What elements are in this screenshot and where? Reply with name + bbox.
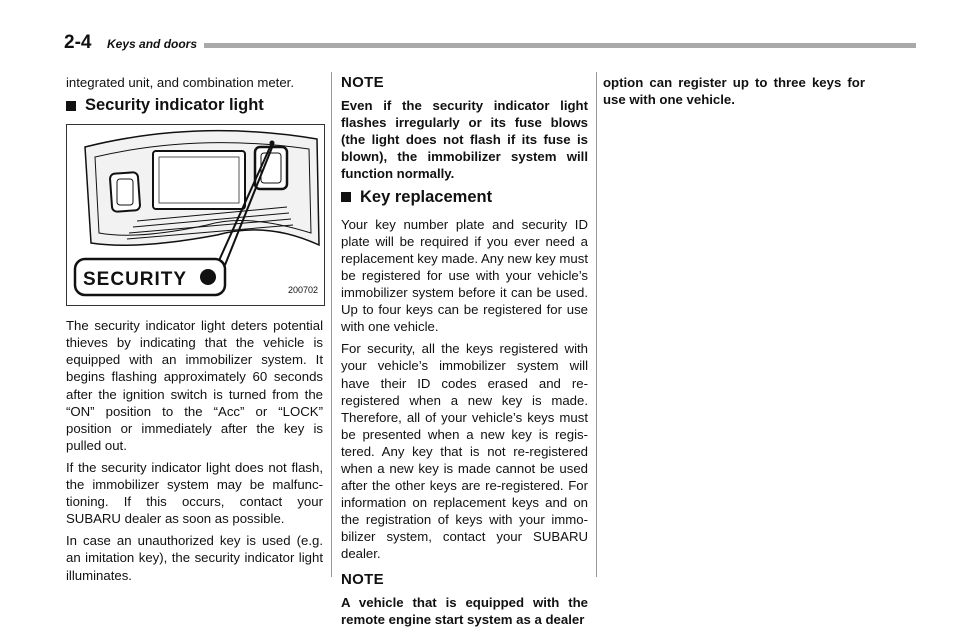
heading-text: Key replacement <box>360 187 493 206</box>
column-3 <box>603 74 865 113</box>
column-divider <box>331 72 332 577</box>
paragraph: Your key number plate and security ID plate will be required if you ever need a replacement key made. Any new key must be registered for use with your vehicle’s immobilizer system before it can be used. Up to four keys can be registered for use with one vehicle. <box>341 216 589 335</box>
column-2 <box>341 74 588 633</box>
section-heading-security <box>66 97 323 114</box>
note-text: Even if the security indicator light flashes irregularly or its fuse blows (the light does not flash if its fuse is blown), the immobilizer system will function normally. <box>341 98 588 182</box>
page-number: 2-4 <box>64 32 92 53</box>
note-continuation: option can register up to three keys for use with one vehicle. <box>603 75 865 108</box>
square-bullet-icon <box>66 101 76 111</box>
section-heading-key-replacement <box>341 189 588 206</box>
note-text: A vehicle that is equipped with the remote engine start system as a dealer <box>341 594 588 627</box>
figure-code: 200702 <box>287 285 318 296</box>
security-label: SECURITY <box>83 269 188 291</box>
column-divider <box>596 72 597 577</box>
square-bullet-icon <box>341 192 351 202</box>
note-title: NOTE <box>341 570 384 588</box>
intro-text: integrated unit, and combination meter. <box>66 75 294 90</box>
paragraph: In case an unauthorized key is used (e.g. an imitation key), the security indicator light illuminates. <box>66 533 323 583</box>
page-header <box>64 32 914 54</box>
note-title: NOTE <box>341 74 384 91</box>
paragraph: For security, all the keys registered with your vehicle’s immobilizer system will have their ID codes erased and re- registered when a new key is made. Therefore, all of your vehicle’s keys must be presented when a new key is regis- tered. Any key that is not re-registered when a new key is made cannot be used after the other keys are re-registered. For information on replacement keys and on the registration of keys with your immo- bilizer system, contact your SUBARU dealer. <box>341 341 588 562</box>
header-rule <box>204 43 916 48</box>
heading-text: Security indicator light <box>85 96 264 115</box>
section-title: Keys and doors <box>107 37 198 51</box>
paragraph: If the security indicator light does not flash, the immobilizer system may be malfunc- tioning. If this occurs, contact your SUBARU dealer as soon as possible. <box>66 459 323 527</box>
column-1 <box>66 74 323 589</box>
security-indicator-figure <box>66 124 325 306</box>
dashboard-illustration <box>67 125 324 305</box>
paragraph: The security indicator light deters potential thieves by indicating that the vehicle is equipped with an immobilizer system. It begins flashing approximately 60 seconds after the ignition switch is turned from the “ON” position to the “Acc” or “LOCK” position or immediately after the key is pulled out. <box>66 318 323 453</box>
